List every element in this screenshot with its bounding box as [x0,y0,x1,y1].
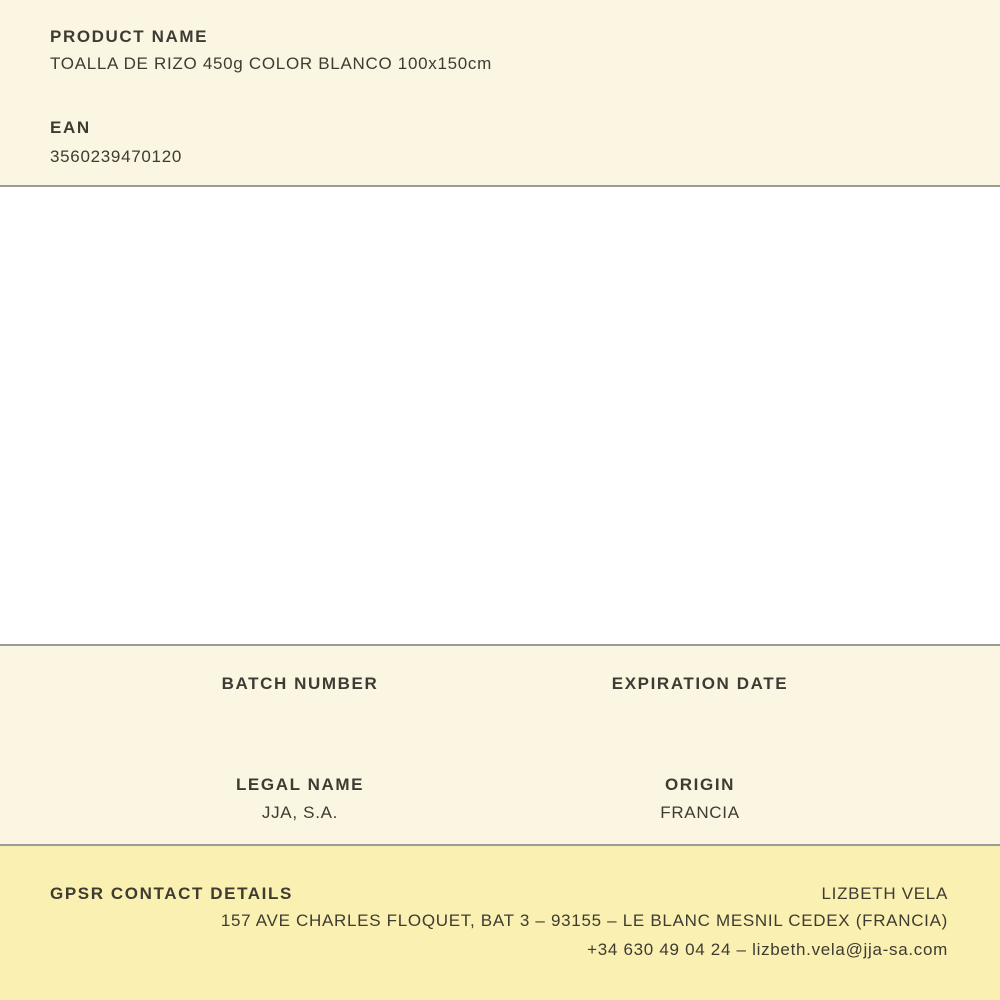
contact-address: 157 AVE CHARLES FLOQUET, BAT 3 – 93155 – LE BLANC MESNIL CEDEX (FRANCIA) [220,911,948,930]
expiration-date-value [500,703,900,720]
gpsr-contact-details-label: GPSR CONTACT DETAILS [50,884,293,903]
traceability-fields-section [0,646,1000,846]
gpsr-contact-section [0,846,1000,1000]
ean-label: EAN [50,118,91,137]
origin-value: FRANCIA [660,803,740,822]
fields-row-batch-expiration [100,646,900,720]
product-name-value: TOALLA DE RIZO 450g COLOR BLANCO 100x150cm [50,54,492,73]
contact-phone-email: +34 630 49 04 24 – lizbeth.vela@jja-sa.com [587,940,948,959]
expiration-date-label: EXPIRATION DATE [611,674,789,693]
product-name-label: PRODUCT NAME [50,27,209,46]
legal-name-label: LEGAL NAME [235,775,365,794]
blank-white-area [0,187,1000,646]
fields-row-legal-origin [100,720,900,821]
origin-label: ORIGIN [664,775,736,794]
batch-number-label: BATCH NUMBER [221,674,379,693]
batch-number-value [100,703,500,720]
legal-name-value: JJA, S.A. [261,803,339,822]
product-info-section [0,0,1000,187]
ean-value: 3560239470120 [50,147,183,166]
contact-person-name: LIZBETH VELA [821,884,948,903]
contact-header-row [50,846,948,902]
